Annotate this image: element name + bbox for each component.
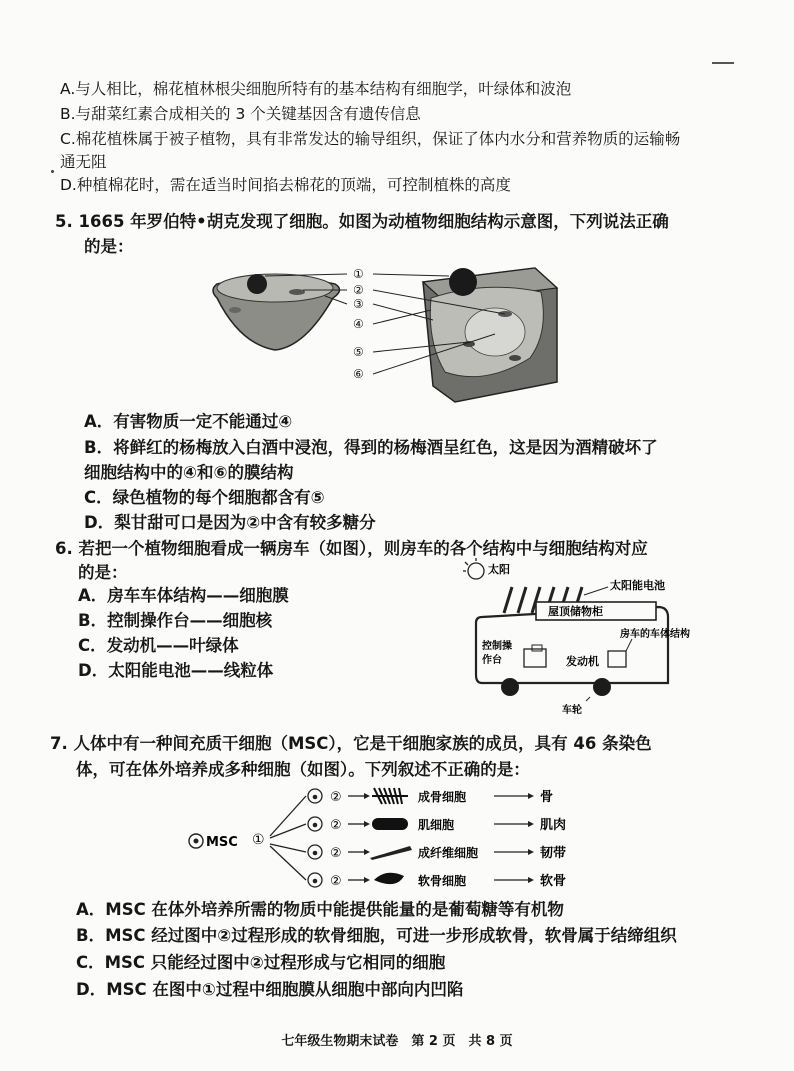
arrow-head [528, 821, 534, 827]
arrow-head [528, 793, 534, 799]
console-box [524, 649, 546, 667]
q7-stem-text: 人体中有一种间充质干细胞（MSC），它是干细胞家族的成员，具有 46 条染色 [73, 734, 652, 753]
sun-icon [463, 558, 484, 579]
cell-type-label: 软骨细胞 [418, 874, 467, 888]
arrow-head [364, 793, 370, 799]
q6-option-c: C．发动机——叶绿体 [78, 636, 239, 655]
console-top [532, 645, 542, 651]
step2-label: ② [330, 818, 342, 833]
q5-option-a: A．有害物质一定不能通过④ [84, 412, 293, 431]
engine-box [608, 651, 626, 667]
console-label-1: 控制操 [482, 641, 512, 652]
q7-option-b: B．MSC 经过图中②过程形成的软骨细胞，可进一步形成软骨，软骨属于结缔组织 [76, 926, 677, 945]
arrow-head [364, 849, 370, 855]
body-label: 房车的车体结构 [620, 629, 690, 640]
msc-row [308, 788, 553, 805]
arrow-head [528, 849, 534, 855]
label-1: ① [353, 267, 364, 281]
msc-label: MSC [206, 835, 238, 850]
arrow-head [364, 821, 370, 827]
q5-option-c: C．绿色植物的每个细胞都含有⑤ [84, 488, 325, 507]
label-3: ③ [353, 297, 364, 311]
nucleus-icon [313, 879, 318, 884]
fibroblast-icon [370, 846, 412, 860]
chondrocyte-icon [374, 873, 404, 884]
msc-diagram [182, 784, 602, 894]
q6-option-d: D．太阳能电池——线粒体 [78, 661, 274, 680]
osteoblast-icon [372, 788, 408, 804]
page-footer: 七年级生物期末试卷 第 2 页 共 8 页 [281, 1034, 513, 1049]
sun-label: 太阳 [488, 563, 510, 576]
q4-option-b: B.与甜菜红素合成相关的 3 个关键基因含有遗传信息 [60, 105, 421, 123]
q6-stem-text: 若把一个植物细胞看成一辆房车（如图），则房车的各个结构中与细胞结构对应 [78, 539, 648, 558]
q5-option-d: D．梨甘甜可口是因为②中含有较多糖分 [84, 513, 376, 532]
label-5: ⑤ [353, 345, 364, 359]
label-4: ④ [353, 317, 364, 331]
front-wheel [501, 678, 519, 696]
q7-stem-cont: 体，可在体外培养成多种细胞（如图）。下列叙述不正确的是： [76, 760, 530, 779]
q6-option-b: B．控制操作台——细胞核 [78, 611, 273, 630]
msc-row [308, 817, 566, 833]
q7-stem [50, 734, 652, 754]
q6-option-a: A．房车车体结构——细胞膜 [78, 586, 289, 605]
step2-label: ② [330, 790, 342, 805]
tissue-label: 骨 [540, 790, 554, 805]
q5-stem [55, 212, 669, 232]
tissue-label: 肌肉 [540, 818, 567, 833]
cell-structure-diagram [205, 262, 570, 410]
q6-stem [55, 539, 648, 559]
solar-label: 太阳能电池 [610, 579, 665, 592]
q5-option-b-cont: 细胞结构中的④和⑥的膜结构 [84, 463, 294, 482]
cell-type-label: 成纤维细胞 [418, 846, 479, 860]
step1-label: ① [252, 832, 265, 848]
rv-diagram [462, 557, 724, 717]
q7-number: 7. [50, 734, 68, 753]
cell-type-label: 肌细胞 [418, 818, 455, 832]
q7-option-a: A．MSC 在体外培养所需的物质中能提供能量的是葡萄糖等有机物 [76, 900, 564, 919]
label-6: ⑥ [353, 367, 364, 381]
q5-stem-cont: 的是： [84, 237, 134, 256]
branch-arrows [270, 796, 306, 880]
msc-row [308, 845, 566, 861]
arrow-head [528, 877, 534, 883]
msc-row [308, 873, 566, 889]
nucleus-icon [313, 823, 318, 828]
q7-option-d: D．MSC 在图中①过程中细胞膜从细胞中部向内凹陷 [76, 980, 464, 999]
q4-option-d: D.种植棉花时，需在适当时间掐去棉花的顶端，可控制植株的高度 [60, 176, 511, 194]
q4-option-c-cont: 通无阻 [60, 153, 107, 171]
wheel-label: 车轮 [562, 705, 582, 716]
nucleus-icon [313, 851, 318, 856]
q6-number: 6. [55, 539, 73, 558]
corner-mark [712, 62, 734, 64]
console-label-2: 作台 [482, 655, 502, 666]
step2-label: ② [330, 874, 342, 889]
q5-option-b: B．将鲜红的杨梅放入白酒中浸泡，得到的杨梅酒呈红色，这是因为酒精破坏了 [84, 438, 658, 457]
scan-dot [51, 170, 54, 173]
q5-number: 5. [55, 212, 73, 231]
q7-option-c: C．MSC 只能经过图中②过程形成与它相同的细胞 [76, 953, 446, 972]
cabinet-label: 屋顶储物柜 [548, 605, 603, 618]
cell-type-label: 成骨细胞 [418, 790, 467, 804]
rear-wheel [593, 678, 611, 696]
q4-option-c: C.棉花植株属于被子植物，具有非常发达的输导组织，保证了体内水分和营养物质的运输畅 [60, 130, 681, 148]
q4-option-a: A.与人相比，棉花植林根尖细胞所特有的基本结构有细胞学，叶绿体和波泡 [60, 80, 572, 98]
step2-label: ② [330, 846, 342, 861]
q5-stem-end: 正确 [635, 212, 669, 231]
tissue-label: 韧带 [540, 846, 567, 861]
tissue-label: 软骨 [540, 874, 567, 889]
nucleus-icon [313, 795, 318, 800]
plant-cell [423, 268, 557, 402]
arrow-head [364, 877, 370, 883]
q5-stem-text: 1665 年罗伯特•胡克发现了细胞。如图为动植物细胞结构示意图，下列说法 [78, 212, 636, 231]
animal-cell [213, 274, 340, 350]
muscle-cell-icon [372, 818, 408, 830]
label-2: ② [353, 283, 364, 297]
engine-label: 发动机 [566, 655, 599, 668]
q6-stem-cont: 的是： [78, 563, 128, 582]
